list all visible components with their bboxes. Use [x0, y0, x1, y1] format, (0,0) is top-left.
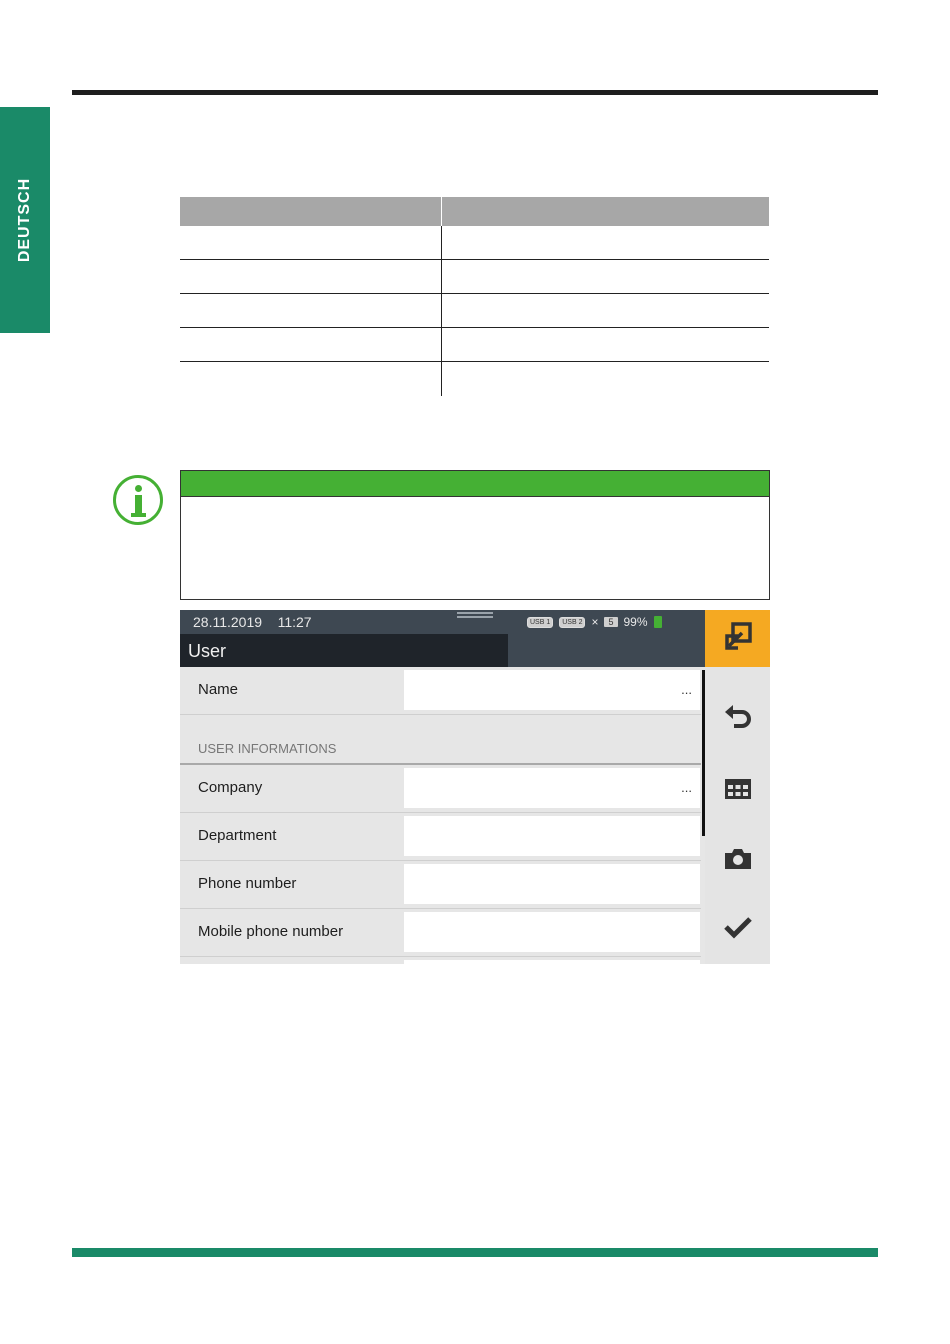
usb2-icon: USB 2: [559, 617, 585, 628]
undo-icon[interactable]: [722, 702, 754, 734]
company-field[interactable]: [404, 768, 700, 808]
mobile-field[interactable]: [404, 912, 700, 952]
mobile-label: Mobile phone number: [198, 923, 344, 940]
form-row-name: [180, 667, 701, 715]
phone-label: Phone number: [198, 875, 297, 892]
checkmark-icon[interactable]: [722, 911, 754, 943]
status-datetime: [193, 614, 312, 630]
company-label: Company: [198, 779, 263, 796]
info-note-header: [181, 471, 769, 497]
usb1-icon: USB 1: [527, 617, 553, 628]
pull-down-handle[interactable]: [457, 612, 493, 618]
table-row: [180, 328, 769, 362]
table-row: [180, 294, 769, 328]
action-toolbar: [705, 667, 770, 964]
next-field[interactable]: [404, 960, 700, 964]
department-field[interactable]: [404, 816, 700, 856]
table-row: [180, 260, 769, 294]
battery-icon: [654, 616, 662, 628]
form-row-next: [180, 957, 701, 964]
export-icon: [718, 618, 758, 658]
section-title: USER INFORMATIONS: [198, 741, 337, 756]
info-note-box: [180, 470, 770, 600]
more-icon[interactable]: ...: [681, 682, 692, 697]
department-label: Department: [198, 827, 277, 844]
footer-rule: [72, 1248, 878, 1257]
form-row-department: [180, 813, 701, 861]
name-label: Name: [198, 681, 239, 698]
status-date: 28.11.2019: [193, 614, 263, 630]
status-time: 11:27: [277, 614, 312, 630]
table-row: [180, 226, 769, 260]
language-tab-label: DEUTSCH: [16, 177, 33, 263]
form-row-mobile: [180, 909, 701, 957]
header-rule: [72, 90, 878, 95]
table-header: [180, 197, 769, 226]
keyboard-icon[interactable]: [722, 773, 754, 805]
device-screen: [180, 610, 770, 964]
screen-title-bar: [180, 634, 508, 667]
battery-percent: 99%: [623, 615, 648, 629]
section-header: [180, 715, 701, 765]
table-row: [180, 362, 769, 395]
form-row-company: [180, 765, 701, 813]
status-icons: [527, 614, 662, 630]
form-row-phone: [180, 861, 701, 909]
info-icon: [113, 475, 163, 525]
export-button[interactable]: [705, 610, 770, 667]
scrollbar[interactable]: [702, 670, 705, 836]
empty-table: [180, 197, 769, 395]
screen-title: User: [188, 641, 227, 661]
name-field[interactable]: [404, 670, 700, 710]
camera-icon[interactable]: [722, 843, 754, 875]
more-icon[interactable]: ...: [681, 780, 692, 795]
disconnect-icon: ×: [591, 615, 599, 629]
phone-field[interactable]: [404, 864, 700, 904]
battery-slot-icon: 5: [604, 617, 617, 627]
language-tab: [0, 107, 50, 333]
user-form: [180, 667, 701, 964]
